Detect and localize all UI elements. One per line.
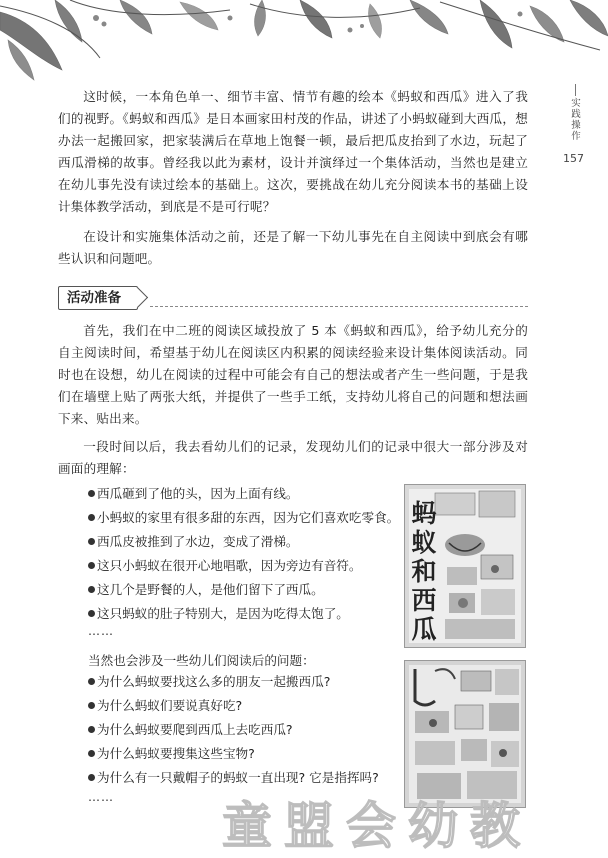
list-item: 为什么蚂蚁要爬到西瓜上去吃西瓜? [88,718,398,742]
section-rule [150,306,528,307]
ellipsis-2: …… [88,790,114,804]
list-item: 这只小蚂蚁在很开心地唱歌，因为旁边有音符。 [88,554,398,578]
section-heading [58,286,528,310]
prep-paragraph-2: 一段时间以后，我去看幼儿们的记录，发现幼儿们的记录中很大一部分涉及对画面的理解： [58,439,528,476]
botanical-header-decoration [0,0,608,90]
understanding-list [88,482,398,626]
section-title: 活动准备 [58,286,138,310]
bullet-icon [88,538,95,545]
wall-drawings-photo-1 [404,484,526,648]
side-label-line [575,84,576,96]
prep-paragraph-1: 首先，我们在中二班的阅读区域投放了 5 本《蚂蚁和西瓜》，给予幼儿充分的自主阅读时间，希望基于幼儿在阅读区内积累的阅读经验来设计集体阅读活动。同时也在设想，幼儿在阅读的过程中可能会有自己的想法或者产生一些问题，于是我们在墙壁上贴了两张大纸，并提供了一些手工纸，支持幼儿将自己的问题和想法画下来、贴出来。 [58,323,528,426]
list-item: 小蚂蚁的家里有很多甜的东西，因为它们喜欢吃零食。 [88,506,398,530]
bullet-icon [88,562,95,569]
bullet-icon [88,610,95,617]
list-item: 为什么蚂蚁要搜集这些宝物? [88,742,398,766]
bullet-icon [88,514,95,521]
list-item: 西瓜皮被推到了水边，变成了滑梯。 [88,530,398,554]
bullet-icon [88,490,95,497]
bullet-icon [88,702,95,709]
bullet-icon [88,750,95,757]
photo-handwritten-title: 蚂 蚁 和 西 瓜 [411,499,437,644]
intro-paragraph-2: 在设计和实施集体活动之前，还是了解一下幼儿事先在自主阅读中到底会有哪些认识和问题吧。 [58,229,528,266]
questions-list [88,670,398,790]
list-item: 这几个是野餐的人，是他们留下了西瓜。 [88,578,398,602]
bullet-icon [88,586,95,593]
page-number: 157 [563,152,584,165]
list-item: 为什么蚂蚁要找这么多的朋友一起搬西瓜? [88,670,398,694]
side-section-label: 实践操作 [571,98,581,142]
questions-intro: 当然也会涉及一些幼儿们阅读后的问题： [88,653,315,668]
bullet-icon [88,774,95,781]
bullet-icon [88,678,95,685]
watermark: 童盟会幼教 [222,796,532,855]
list-item: 为什么有一只戴帽子的蚂蚁一直出现? 它是指挥吗? [88,766,398,790]
ellipsis-1: …… [88,624,114,638]
list-item: 为什么蚂蚁们要说真好吃? [88,694,398,718]
list-item: 西瓜砸到了他的头，因为上面有线。 [88,482,398,506]
list-item: 这只蚂蚁的肚子特别大，是因为吃得太饱了。 [88,602,398,626]
bullet-icon [88,726,95,733]
intro-paragraph-1: 这时候，一本角色单一、细节丰富、情节有趣的绘本《蚂蚁和西瓜》进入了我们的视野。《蚂蚁和西瓜》是日本画家田村茂的作品，讲述了小蚂蚁碰到大西瓜，想办法一起搬回家，把家装满后在草地上饱餐一顿，最后把瓜皮抬到了水边，玩起了西瓜滑梯的故事。曾经我以此为素材，设计并演绎过一个集体活动，当然也是建立在幼儿事先没有读过绘本的基础上。这次，要挑战在幼儿充分阅读本书的基础上设计集体教学活动，到底是不是可行呢？ [58,89,528,214]
